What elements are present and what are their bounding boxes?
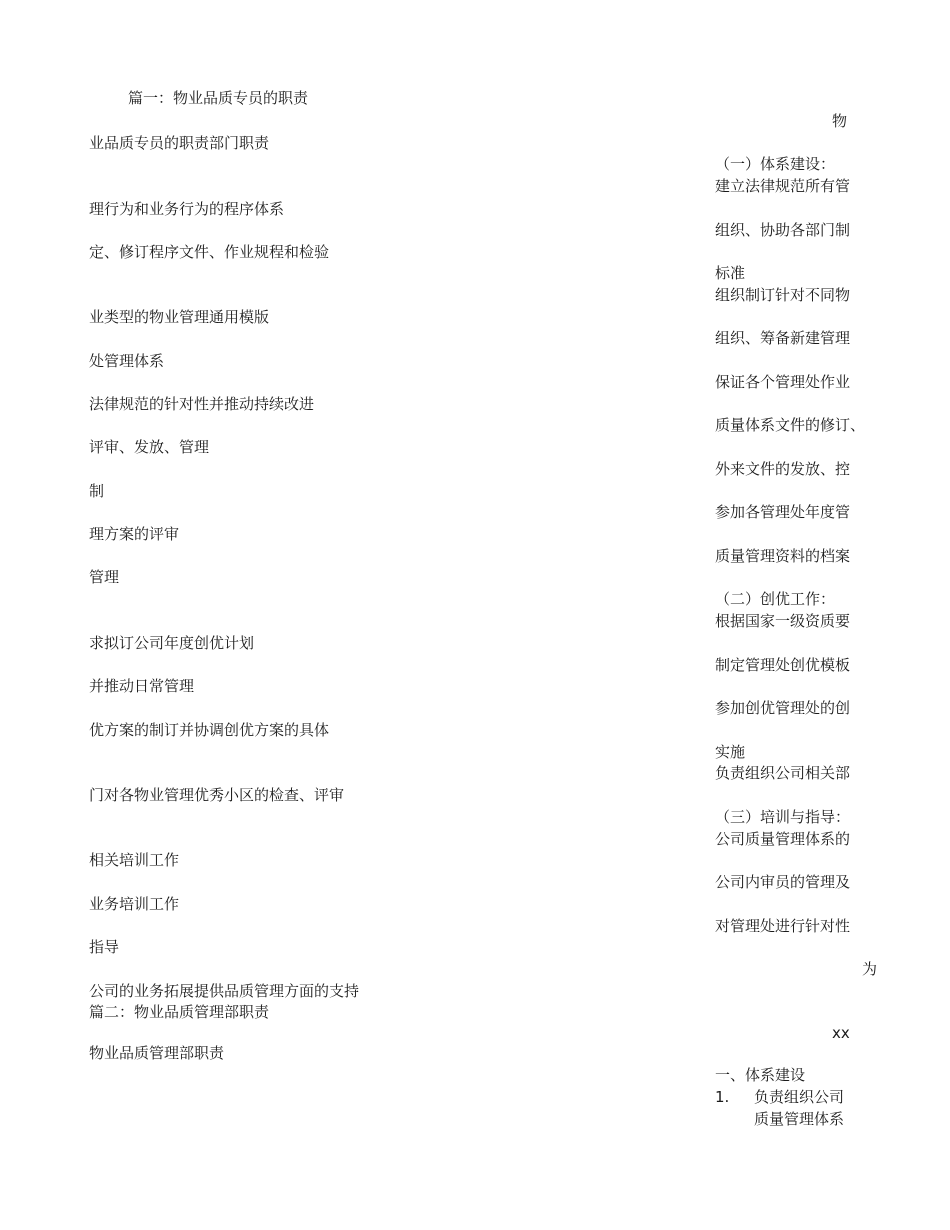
text-line: 管理 bbox=[89, 568, 120, 586]
text-line: 门对各物业管理优秀小区的检查、评审 bbox=[89, 786, 345, 804]
text-line: xx bbox=[832, 1024, 850, 1042]
text-line: 理行为和业务行为的程序体系 bbox=[89, 200, 285, 218]
text-line: 物业品质管理部职责 bbox=[89, 1044, 225, 1062]
text-line: 参加各管理处年度管 bbox=[715, 503, 851, 521]
text-line: 求拟订公司年度创优计划 bbox=[89, 634, 255, 652]
list-item-text: 质量管理体系 bbox=[754, 1110, 845, 1128]
text-line: 标准 bbox=[715, 264, 746, 282]
text-line: 根据国家一级资质要 bbox=[715, 612, 851, 630]
section-heading: （三）培训与指导： bbox=[715, 808, 851, 826]
text-line: 定、修订程序文件、作业规程和检验 bbox=[89, 243, 330, 261]
section-heading: （一）体系建设： bbox=[715, 155, 836, 173]
text-line: 指导 bbox=[89, 938, 120, 956]
text-line: 质量管理资料的档案 bbox=[715, 547, 851, 565]
text-line: 制 bbox=[89, 482, 105, 500]
text-line: 理方案的评审 bbox=[89, 525, 180, 543]
text-line: 公司的业务拓展提供品质管理方面的支持 bbox=[89, 982, 360, 1000]
text-line: 相关培训工作 bbox=[89, 851, 180, 869]
text-line: 业类型的物业管理通用模版 bbox=[89, 308, 270, 326]
text-line: 法律规范的针对性并推动持续改进 bbox=[89, 395, 315, 413]
text-line: 物 bbox=[832, 112, 848, 130]
list-item-text: 负责组织公司 bbox=[754, 1088, 845, 1106]
section-heading: 一、体系建设 bbox=[715, 1066, 806, 1084]
text-line: 负责组织公司相关部 bbox=[715, 764, 851, 782]
text-line: 建立法律规范所有管 bbox=[715, 177, 851, 195]
text-line: 制定管理处创优模板 bbox=[715, 656, 851, 674]
text-line: 实施 bbox=[715, 743, 746, 761]
text-line: 业品质专员的职责部门职责 bbox=[89, 134, 270, 152]
text-line: 组织制订针对不同物 bbox=[715, 286, 851, 304]
text-line: 组织、筹备新建管理 bbox=[715, 329, 851, 347]
text-line: 质量体系文件的修订、 bbox=[715, 416, 866, 434]
text-line: 组织、协助各部门制 bbox=[715, 221, 851, 239]
text-line: 优方案的制订并协调创优方案的具体 bbox=[89, 721, 330, 739]
text-line: 并推动日常管理 bbox=[89, 677, 195, 695]
text-line: 保证各个管理处作业 bbox=[715, 373, 851, 391]
text-line: 对管理处进行针对性 bbox=[715, 917, 851, 935]
text-line: 处管理体系 bbox=[89, 352, 165, 370]
text-line: 业务培训工作 bbox=[89, 895, 180, 913]
doc-title-part-one: 篇一：物业品质专员的职责 bbox=[128, 89, 309, 107]
text-line: 参加创优管理处的创 bbox=[715, 699, 851, 717]
text-line: 为 bbox=[862, 960, 878, 978]
doc-title-part-two: 篇二：物业品质管理部职责 bbox=[89, 1003, 270, 1021]
list-number: 1. bbox=[715, 1088, 730, 1106]
text-line: 评审、发放、管理 bbox=[89, 438, 210, 456]
text-line: 公司内审员的管理及 bbox=[715, 873, 851, 891]
text-line: 外来文件的发放、控 bbox=[715, 460, 851, 478]
section-heading: （二）创优工作： bbox=[715, 590, 836, 608]
text-line: 公司质量管理体系的 bbox=[715, 830, 851, 848]
